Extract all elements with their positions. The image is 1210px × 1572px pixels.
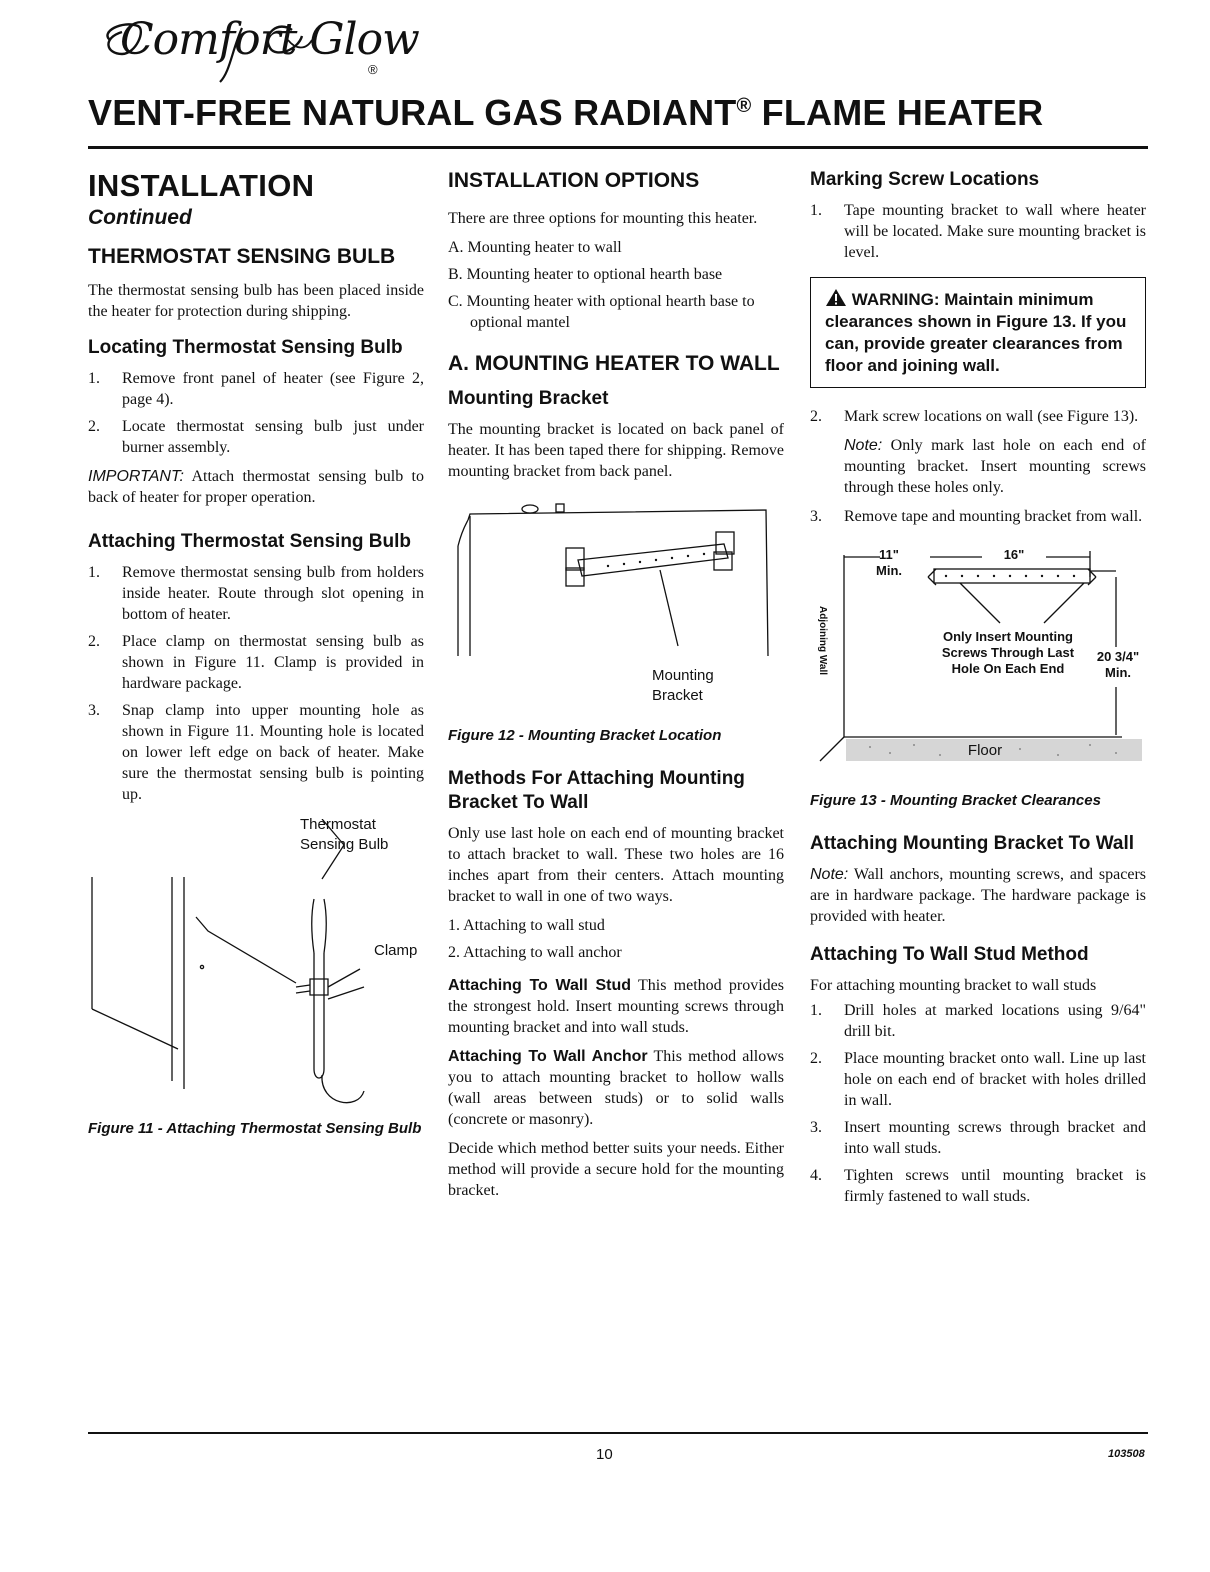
label-bracket: Bracket (652, 687, 703, 704)
step-number: 3. (810, 1119, 822, 1136)
step-text: Remove thermostat sensing bulb from holders inside heater. Route through slot opening in bottom of heater. (122, 564, 424, 623)
note-mark-holes (810, 435, 1146, 498)
stud-runin: Attaching To Wall Stud (448, 977, 632, 994)
warning-icon (825, 290, 852, 309)
note-label: Note: (844, 437, 883, 454)
step-text: Insert mounting screws through bracket and into wall studs. (844, 1119, 1146, 1157)
heading-locating-bulb: Locating Thermostat Sensing Bulb (88, 337, 403, 358)
step-text: Place clamp on thermostat sensing bulb as shown in Figure 11. Clamp is provided in hardware package. (122, 633, 424, 692)
stud-paragraph (448, 975, 784, 1038)
locating-steps (88, 368, 424, 458)
list-item (810, 1117, 1146, 1159)
document-code: 103508 (1108, 1448, 1145, 1460)
step-number: 3. (810, 508, 822, 525)
column-right (810, 162, 1146, 1215)
adjoining-wall-label: Adjoining Wall (817, 605, 829, 676)
step-number: 2. (88, 418, 100, 435)
option-a: A. Mounting heater to wall (448, 239, 622, 256)
heading-mounting-to-wall: A. MOUNTING HEATER TO WALL (448, 352, 780, 375)
list-item (810, 506, 1146, 527)
list-item (88, 416, 424, 458)
important-label: IMPORTANT: (88, 468, 184, 485)
options-intro: There are three options for mounting this heater. (448, 210, 758, 227)
note-hardware (810, 864, 1146, 927)
important-text: Attach thermostat sensing bulb to back of heater for proper operation. (88, 468, 424, 506)
step-text: Locate thermostat sensing bulb just under burner assembly. (122, 418, 424, 456)
thermostat-intro: The thermostat sensing bulb has been placed inside the heater for protection during shipping. (88, 282, 424, 320)
brand-logo (92, 10, 432, 86)
dim-min-right: Min. (1105, 665, 1131, 680)
heading-thermostat-bulb: THERMOSTAT SENSING BULB (88, 245, 396, 268)
option-c: C. Mounting heater with optional hearth base to optional mantel (448, 293, 755, 331)
figure-11-caption: Figure 11 - Attaching Thermostat Sensing Bulb (88, 1120, 422, 1137)
dim-16-label: 16" (1003, 547, 1025, 562)
list-item (810, 1000, 1146, 1042)
step-number: 1. (810, 202, 822, 219)
mounting-bracket-diagram (448, 496, 784, 718)
step-number: 3. (88, 702, 100, 719)
warning-label: WARNING: (851, 290, 940, 309)
step-text: Mark screw locations on wall (see Figure 13). (844, 408, 1139, 425)
heading-mounting-bracket: Mounting Bracket (448, 388, 609, 409)
brand-name: Comfort Glow (120, 14, 419, 65)
dim-20-label: 20 3/4" (1096, 649, 1140, 664)
marking-steps-2 (810, 406, 1146, 427)
warning-text: Maintain minimum clearances shown in Figure 13. If you can, provide greater clearances from floor and joining wall. (825, 290, 1127, 375)
note-text: Wall anchors, mounting screws, and spacers are in hardware package. The hardware package is provided with heater. (810, 866, 1146, 925)
stud-text: This method provides the strongest hold. Insert mounting screws through mounting bracket and into wall studs. (448, 977, 785, 1036)
step-text: Tape mounting bracket to wall where heater will be located. Make sure mounting bracket is level. (844, 202, 1146, 261)
dim-11-label: 11" (879, 547, 899, 562)
option-b: B. Mounting heater to optional hearth base (448, 266, 723, 283)
heading-marking-screws: Marking Screw Locations (810, 169, 1040, 190)
step-number: 4. (810, 1167, 822, 1184)
thermostat-bulb-diagram (88, 819, 424, 1119)
step-number: 2. (810, 408, 822, 425)
note-text: Only mark last hole on each end of mounting bracket. Insert mounting screws through these holes only. (844, 437, 1146, 496)
title-registered: ® (736, 95, 752, 117)
step-number: 2. (88, 633, 100, 650)
heading-attach-bracket-wall: Attaching Mounting Bracket To Wall (810, 833, 1135, 854)
header-divider (88, 146, 1148, 149)
title-tail: FLAME HEATER (751, 92, 1044, 133)
step-text: Snap clamp into upper mounting hole as shown in Figure 11. Mounting hole is located on lower left edge on back of heater. Make sure the thermostat sensing bulb is pointing up. (122, 702, 424, 803)
heading-installation-options: INSTALLATION OPTIONS (448, 169, 700, 192)
label-mounting: Mounting (652, 667, 714, 684)
column-middle (448, 162, 784, 1209)
figure-12-caption: Figure 12 - Mounting Bracket Location (448, 727, 722, 744)
anchor-paragraph (448, 1046, 784, 1130)
step-text: Remove front panel of heater (see Figure 2, page 4). (122, 370, 424, 408)
decide-paragraph: Decide which method better suits your needs. Either method will provide a secure hold for the mounting bracket. (448, 1140, 784, 1199)
step-text: Drill holes at marked locations using 9/64" drill bit. (844, 1002, 1146, 1040)
figure-11 (88, 816, 424, 1119)
step-number: 1. (810, 1002, 822, 1019)
bracket-text: The mounting bracket is located on back panel of heater. It has been taped there for shipping. Remove mounting bracket from back panel. (448, 421, 784, 480)
list-item (88, 368, 424, 410)
figure-13 (810, 547, 1146, 787)
stud-method-intro: For attaching mounting bracket to wall studs (810, 977, 1097, 994)
figure-13-caption: Figure 13 - Mounting Bracket Clearances (810, 792, 1101, 809)
step-text: Tighten screws until mounting bracket is firmly fastened to wall studs. (844, 1167, 1146, 1205)
method-anchor: 2. Attaching to wall anchor (448, 944, 622, 961)
marking-steps (810, 200, 1146, 263)
step-number: 1. (88, 370, 100, 387)
note-label: Note: (810, 866, 849, 883)
method-stud: 1. Attaching to wall stud (448, 917, 605, 934)
title-main: VENT-FREE NATURAL GAS RADIANT (88, 92, 737, 133)
anchor-text: This method allows you to attach mounting bracket to hollow walls (wall areas between studs) or to solid walls (concrete or masonry). (448, 1048, 785, 1128)
floor-label: Floor (967, 742, 1003, 759)
section-subtitle: Continued (88, 206, 192, 229)
list-item (88, 631, 424, 694)
footer-divider (88, 1432, 1148, 1434)
list-item (88, 700, 424, 805)
step-text: Remove tape and mounting bracket from wall. (844, 508, 1143, 525)
important-note (88, 466, 424, 508)
list-item (810, 406, 1146, 427)
heading-stud-method: Attaching To Wall Stud Method (810, 944, 1089, 965)
page-title (88, 92, 1148, 134)
heading-attaching-bulb: Attaching Thermostat Sensing Bulb (88, 531, 412, 552)
warning-box (810, 277, 1146, 388)
figure-12 (448, 496, 784, 718)
step-text: Place mounting bracket onto wall. Line up last hole on each end of bracket with holes drilled in wall. (844, 1050, 1146, 1109)
attaching-steps (88, 562, 424, 805)
list-item (810, 1165, 1146, 1207)
step-number: 1. (88, 564, 100, 581)
anchor-runin: Attaching To Wall Anchor (448, 1048, 648, 1065)
step-number: 2. (810, 1050, 822, 1067)
column-left (88, 162, 424, 1138)
list-item (810, 1048, 1146, 1111)
label-thermostat: Thermostat (300, 816, 376, 833)
heading-methods-attaching: Methods For Attaching Mounting Bracket To Wall (448, 768, 745, 813)
list-item (810, 200, 1146, 263)
label-sensing-bulb: Sensing Bulb (300, 836, 389, 853)
center-label-2: Screws Through Last (941, 645, 1075, 660)
dim-min-left: Min. (876, 563, 902, 578)
section-title: INSTALLATION (88, 168, 315, 203)
page-number: 10 (596, 1446, 613, 1463)
center-label-3: Hole On Each End (951, 661, 1065, 676)
label-clamp: Clamp (374, 942, 418, 959)
center-label-1: Only Insert Mounting (943, 629, 1073, 644)
methods-text: Only use last hole on each end of mounting bracket to attach bracket to wall. These two holes are 16 inches apart from their centers. Attach mounting bracket to wall in one of two ways. (448, 825, 784, 905)
stud-method-steps (810, 1000, 1146, 1207)
list-item (88, 562, 424, 625)
marking-steps-3 (810, 506, 1146, 527)
registered-mark-icon: ® (368, 62, 378, 77)
